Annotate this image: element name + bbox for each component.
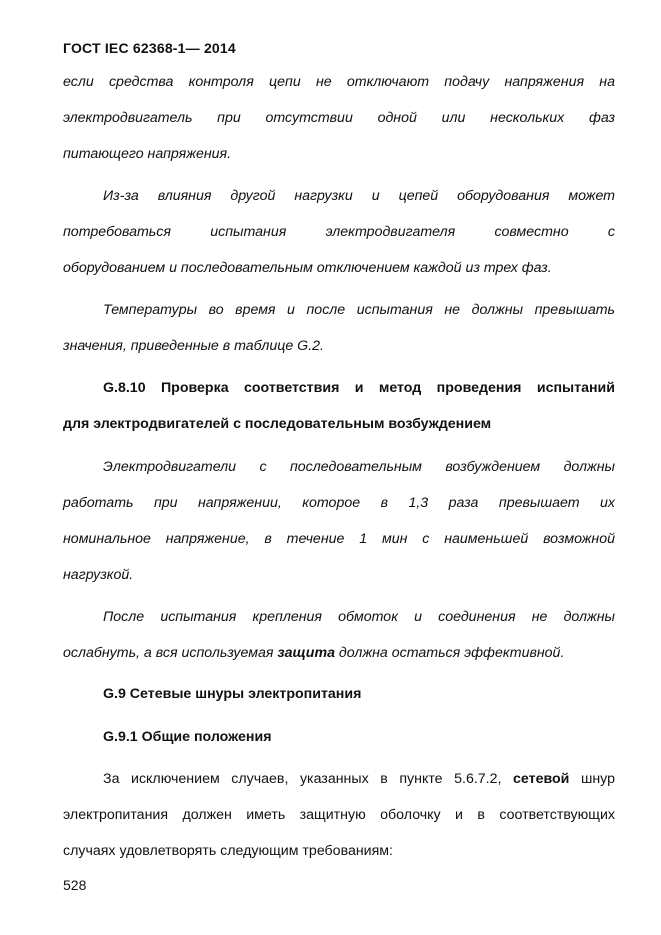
paragraph-6-text-before: За исключением случаев, указанных в пункте 5.6.7.2, — [103, 771, 514, 787]
defined-term-mains: сетевой — [513, 771, 570, 787]
paragraph-5-line-2 — [63, 644, 615, 662]
paragraph-1-line-1: если средства контроля цепи не отключают подачу напряжения на — [63, 74, 615, 90]
defined-term-protection: защита — [277, 645, 335, 661]
paragraph-6-line-3: случаях удовлетворять следующим требованиям: — [63, 843, 393, 859]
paragraph-5-line-1: После испытания крепления обмоток и соединения не должны — [103, 609, 615, 625]
paragraph-6-line-1 — [103, 770, 615, 788]
paragraph-6-line-2: электропитания должен иметь защитную оболочку и в соответствующих — [63, 807, 615, 823]
section-heading-g8-10-line-2: для электродвигателей с последовательным возбуждением — [63, 416, 492, 432]
section-heading-g9-1: G.9.1 Общие положения — [103, 729, 272, 745]
paragraph-3-line-1: Температуры во время и после испытания не должны превышать — [103, 302, 615, 318]
section-heading-g8-10-line-1: G.8.10 Проверка соответствия и метод проведения испытаний — [103, 380, 615, 396]
paragraph-6-text-after: шнур — [569, 771, 616, 787]
paragraph-1-line-2: электродвигатель при отсутствии одной или нескольких фаз — [63, 110, 615, 126]
paragraph-4-line-4: нагрузкой. — [63, 567, 134, 583]
paragraph-1-line-3: питающего напряжения. — [63, 146, 232, 162]
document-header: ГОСТ IEC 62368-1— 2014 — [63, 40, 236, 56]
paragraph-5-text-after: должна остаться эффективной. — [334, 645, 565, 661]
section-heading-g9: G.9 Сетевые шнуры электропитания — [103, 686, 362, 702]
page-number: 528 — [63, 877, 87, 893]
paragraph-2-line-3: оборудованием и последовательным отключением каждой из трех фаз. — [63, 260, 552, 276]
paragraph-2-line-1: Из-за влияния другой нагрузки и цепей оборудования может — [103, 188, 615, 204]
paragraph-4-line-2: работать при напряжении, которое в 1,3 раза превышает их — [63, 495, 615, 511]
paragraph-5-text-before: ослабнуть, а вся используемая — [63, 645, 278, 661]
paragraph-4-line-3: номинальное напряжение, в течение 1 мин с наименьшей возможной — [63, 531, 615, 547]
paragraph-4-line-1: Электродвигатели с последовательным возбуждением должны — [103, 459, 615, 475]
paragraph-3-line-2: значения, приведенные в таблице G.2. — [63, 338, 324, 354]
paragraph-2-line-2: потребоваться испытания электродвигателя совместно с — [63, 224, 615, 240]
